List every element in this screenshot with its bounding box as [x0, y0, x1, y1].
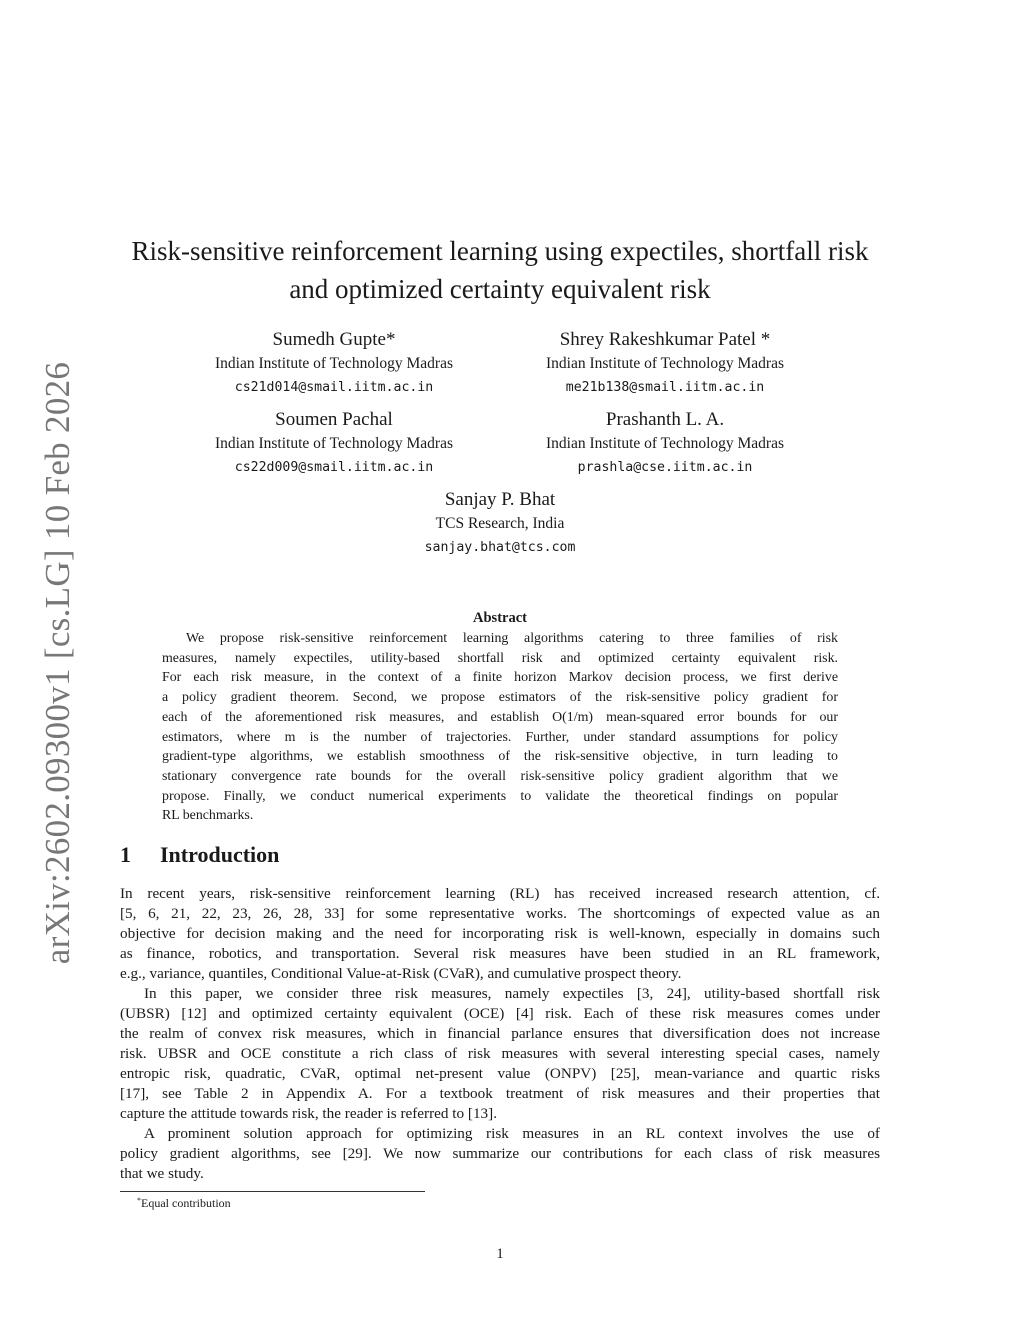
author-email: cs22d009@smail.iitm.ac.in — [234, 460, 434, 475]
introduction-body — [120, 884, 880, 1184]
title-line: and optimized certainty equivalent risk — [289, 274, 711, 304]
abstract-text — [162, 629, 838, 826]
footnote-text: Equal contribution — [141, 1196, 231, 1210]
section-heading — [120, 842, 279, 868]
page-number: 1 — [496, 1246, 504, 1262]
author-email: prashla@cse.iitm.ac.in — [577, 460, 753, 475]
abstract-line: a policy gradient theorem. Second, we propose estimators of the risk-sensitive policy gradient for — [162, 690, 838, 706]
arxiv-identifier: arXiv:2602.09300v1 [cs.LG] 10 Feb 2026 — [38, 361, 77, 965]
body-line: In this paper, we consider three risk measures, namely expectiles [3, 24], utility-based shortfall risk — [144, 985, 880, 1002]
footnote — [137, 1196, 231, 1211]
body-line: the realm of convex risk measures, which in financial parlance ensures that diversification does not increase — [120, 1025, 880, 1042]
body-line: risk. UBSR and OCE constitute a rich class of risk measures with several interesting special cases, namely — [120, 1045, 880, 1062]
body-line: e.g., variance, quantiles, Conditional Value-at-Risk (CVaR), and cumulative prospect theory. — [120, 965, 682, 982]
author-affiliation: TCS Research, India — [435, 515, 565, 532]
abstract-line: stationary convergence rate bounds for the overall risk-sensitive policy gradient algorithm that we — [162, 768, 838, 784]
author-name: Soumen Pachal — [275, 409, 393, 430]
author-name: Prashanth L. A. — [605, 409, 725, 430]
author-name: Sumedh Gupte* — [272, 329, 396, 350]
author-block — [505, 408, 825, 480]
author-block — [174, 328, 494, 400]
author-affiliation: Indian Institute of Technology Madras — [215, 355, 453, 372]
body-line: In recent years, risk-sensitive reinforcement learning (RL) has received increased research attention, cf. — [120, 885, 880, 902]
footnote-mark: * — [137, 1196, 141, 1205]
author-email: cs21d014@smail.iitm.ac.in — [234, 380, 434, 395]
abstract-line: RL benchmarks. — [162, 808, 254, 824]
body-line: [5, 6, 21, 22, 23, 26, 28, 33] for some representative works. The shortcomings of expected value as an — [120, 905, 880, 922]
body-line: [17], see Table 2 in Appendix A. For a textbook treatment of risk measures and their properties that — [120, 1085, 880, 1102]
body-line: entropic risk, quadratic, CVaR, optimal net-present value (ONPV) [25], mean-variance and quartic risks — [120, 1065, 880, 1082]
body-line: policy gradient algorithms, see [29]. We now summarize our contributions for each class of risk measures — [120, 1145, 880, 1162]
abstract-line: gradient-type algorithms, we establish smoothness of the risk-sensitive objective, in turn leading to — [162, 749, 838, 765]
abstract-heading: Abstract — [473, 610, 527, 626]
author-affiliation: Indian Institute of Technology Madras — [546, 435, 784, 452]
abstract-line: estimators, where m is the number of trajectories. Further, under standard assumptions for policy — [162, 729, 838, 745]
author-email: sanjay.bhat@tcs.com — [424, 540, 576, 555]
title-line: Risk-sensitive reinforcement learning using expectiles, shortfall risk — [131, 236, 869, 266]
author-block — [505, 328, 825, 400]
body-line: capture the attitude towards risk, the reader is referred to [13]. — [120, 1105, 497, 1122]
abstract-line: propose. Finally, we conduct numerical experiments to validate the theoretical findings on popular — [162, 788, 838, 804]
body-line: (UBSR) [12] and optimized certainty equivalent (OCE) [4] risk. Each of these risk measures comes under — [120, 1005, 880, 1022]
body-line: objective for decision making and the need for incorporating risk is well-known, especially in domains such — [120, 925, 880, 942]
author-name: Shrey Rakeshkumar Patel * — [559, 329, 771, 350]
abstract-line: We propose risk-sensitive reinforcement learning algorithms catering to three families of risk — [186, 631, 838, 646]
section-number: 1 — [120, 842, 131, 867]
body-line: A prominent solution approach for optimizing risk measures in an RL context involves the use of — [144, 1125, 880, 1142]
abstract-line: For each risk measure, in the context of a finite horizon Markov decision process, we first derive — [162, 670, 838, 686]
author-block — [174, 408, 494, 480]
abstract-line: each of the aforementioned risk measures, and establish O(1/m) mean-squared error bounds for our — [162, 709, 838, 725]
author-affiliation: Indian Institute of Technology Madras — [215, 435, 453, 452]
author-email: me21b138@smail.iitm.ac.in — [565, 380, 765, 395]
author-name: Sanjay P. Bhat — [444, 489, 556, 510]
author-block — [340, 488, 660, 560]
footnote-rule — [120, 1191, 425, 1192]
body-line: as finance, robotics, and transportation. Several risk measures have been studied in an RL framework, — [120, 945, 880, 962]
author-affiliation: Indian Institute of Technology Madras — [546, 355, 784, 372]
section-title: Introduction — [160, 842, 280, 867]
paper-title — [100, 232, 900, 308]
body-line: that we study. — [120, 1165, 204, 1182]
abstract-line: measures, namely expectiles, utility-based shortfall risk and optimized certainty equivalent risk. — [162, 650, 838, 666]
